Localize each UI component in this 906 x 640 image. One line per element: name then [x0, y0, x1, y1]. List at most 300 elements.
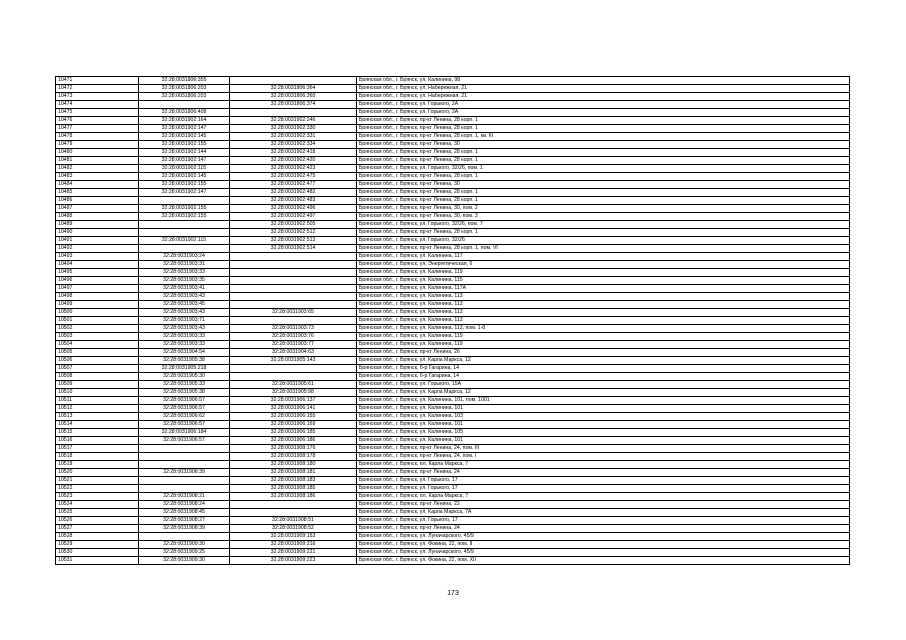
address-cell: Брянская обл., г. Брянск, ул. Горького, 32/26: [357, 237, 850, 245]
address-cell: Брянская обл., г. Брянск, ул. Фокина, 22, пом. XII: [357, 557, 850, 565]
address-cell: Брянская обл., г. Брянск, ул. Калинина, 119: [357, 341, 850, 349]
building-number-cell: 32:28:0031906:185: [230, 429, 357, 437]
table-row: [56, 229, 850, 237]
row-number-cell: 10492: [56, 245, 139, 253]
table-row: [56, 413, 850, 421]
building-number-cell: 32:28:0031904:63: [230, 349, 357, 357]
building-number-cell: 32:28:0031909:223: [230, 557, 357, 565]
parcel-number-cell: 32:28:0031909:25: [139, 549, 230, 557]
building-number-cell: 32:28:0031806:365: [230, 93, 357, 101]
address-cell: Брянская обл., г. Брянск, пр-кт Ленина, 30: [357, 181, 850, 189]
table-row: [56, 237, 850, 245]
building-number-cell: [230, 109, 357, 117]
parcel-number-cell: 32:28:0031903:35: [139, 277, 230, 285]
address-cell: Брянская обл., г. Брянск, ул. Калинина, 105: [357, 429, 850, 437]
parcel-number-cell: 32:28:0031908:39: [139, 525, 230, 533]
address-cell: Брянская обл., г. Брянск, ул. Калинина, 113: [357, 317, 850, 325]
building-number-cell: 32:28:0031909:221: [230, 549, 357, 557]
address-cell: Брянская обл., г. Брянск, ул. Набережная, 21: [357, 93, 850, 101]
table-row: [56, 509, 850, 517]
table-row: [56, 181, 850, 189]
address-cell: Брянская обл., г. Брянск, пр-кт Ленина, 28 корп. 1: [357, 189, 850, 197]
row-number-cell: 10494: [56, 261, 139, 269]
row-number-cell: 10503: [56, 333, 139, 341]
table-row: [56, 549, 850, 557]
row-number-cell: 10529: [56, 541, 139, 549]
building-number-cell: 32:28:0031908:178: [230, 453, 357, 461]
address-cell: Брянская обл., г. Брянск, пр-кт Ленина, 22: [357, 501, 850, 509]
table-row: [56, 293, 850, 301]
building-number-cell: 32:28:0031909:153: [230, 533, 357, 541]
building-number-cell: [230, 509, 357, 517]
parcel-number-cell: 32:28:0031902:115: [139, 237, 230, 245]
row-number-cell: 10483: [56, 173, 139, 181]
table-row: [56, 373, 850, 381]
row-number-cell: 10524: [56, 501, 139, 509]
page-number: 173: [447, 590, 459, 597]
parcel-number-cell: 32:28:0031902:115: [139, 165, 230, 173]
building-number-cell: 32:28:0031806:364: [230, 85, 357, 93]
parcel-number-cell: [139, 229, 230, 237]
parcel-number-cell: 32:28:0031903:33: [139, 269, 230, 277]
address-cell: Брянская обл., г. Брянск, пр-кт Ленина, 24: [357, 525, 850, 533]
table-row: [56, 261, 850, 269]
row-number-cell: 10487: [56, 205, 139, 213]
table-row: [56, 189, 850, 197]
parcel-number-cell: 32:28:0031902:145: [139, 173, 230, 181]
register-table-body: [56, 77, 850, 565]
table-row: [56, 429, 850, 437]
building-number-cell: 32:28:0031902:246: [230, 117, 357, 125]
address-cell: Брянская обл., г. Брянск, пр-кт Ленина, 28 корп. 1: [357, 173, 850, 181]
table-row: [56, 517, 850, 525]
register-table: [55, 76, 850, 565]
parcel-number-cell: 32:28:0031906:57: [139, 421, 230, 429]
address-cell: Брянская обл., г. Брянск, ул. Калинина, 113: [357, 309, 850, 317]
table-row: [56, 405, 850, 413]
parcel-number-cell: [139, 101, 230, 109]
building-number-cell: 32:28:0031902:483: [230, 197, 357, 205]
row-number-cell: 10504: [56, 341, 139, 349]
building-number-cell: [230, 373, 357, 381]
building-number-cell: 32:28:0031909:216: [230, 541, 357, 549]
address-cell: Брянская обл., г. Брянск, ул. Калинина, 98: [357, 77, 850, 85]
building-number-cell: 32:28:0031906:137: [230, 397, 357, 405]
building-number-cell: [230, 317, 357, 325]
table-row: [56, 173, 850, 181]
table-row: [56, 277, 850, 285]
address-cell: Брянская обл., г. Брянск, пл. Карла Маркса, 7: [357, 461, 850, 469]
row-number-cell: 10493: [56, 253, 139, 261]
table-row: [56, 325, 850, 333]
table-row: [56, 365, 850, 373]
address-cell: Брянская обл., г. Брянск, пр-кт Ленина, 30: [357, 141, 850, 149]
parcel-number-cell: 32:28:0031902:145: [139, 133, 230, 141]
table-row: [56, 285, 850, 293]
row-number-cell: 10501: [56, 317, 139, 325]
address-cell: Брянская обл., г. Брянск, ул. Калинина, 113, пом. 1-8: [357, 325, 850, 333]
row-number-cell: 10476: [56, 117, 139, 125]
address-cell: Брянская обл., г. Брянск, ул. Карла Маркса, 7А: [357, 509, 850, 517]
parcel-number-cell: 32:28:0031908:39: [139, 469, 230, 477]
address-cell: Брянская обл., г. Брянск, ул. Карла Маркса, 12: [357, 389, 850, 397]
table-row: [56, 357, 850, 365]
table-row: [56, 485, 850, 493]
address-cell: Брянская обл., г. Брянск, пр-кт Ленина, 24, пом. III: [357, 445, 850, 453]
building-number-cell: 32:28:0031902:497: [230, 213, 357, 221]
parcel-number-cell: 32:28:0031909:30: [139, 541, 230, 549]
building-number-cell: 32:28:0031908:181: [230, 469, 357, 477]
building-number-cell: 32:28:0031903:65: [230, 309, 357, 317]
table-row: [56, 421, 850, 429]
table-row: [56, 501, 850, 509]
row-number-cell: 10528: [56, 533, 139, 541]
row-number-cell: 10531: [56, 557, 139, 565]
table-row: [56, 197, 850, 205]
address-cell: Брянская обл., г. Брянск, пр-кт Ленина, 30, пом. 2: [357, 205, 850, 213]
address-cell: Брянская обл., г. Брянск, ул. Карла Маркса, 12: [357, 357, 850, 365]
address-cell: Брянская обл., г. Брянск, ул. Калинина, 101: [357, 421, 850, 429]
row-number-cell: 10491: [56, 237, 139, 245]
parcel-number-cell: 32:28:0031902:155: [139, 213, 230, 221]
row-number-cell: 10486: [56, 197, 139, 205]
building-number-cell: [230, 261, 357, 269]
parcel-number-cell: 32:28:0031902:155: [139, 141, 230, 149]
row-number-cell: 10525: [56, 509, 139, 517]
parcel-number-cell: [139, 445, 230, 453]
address-cell: Брянская обл., г. Брянск, ул. Горького, 2А: [357, 109, 850, 117]
row-number-cell: 10478: [56, 133, 139, 141]
parcel-number-cell: 32:28:0031903:43: [139, 309, 230, 317]
address-cell: Брянская обл., г. Брянск, ул. Калинина, 119: [357, 269, 850, 277]
row-number-cell: 10498: [56, 293, 139, 301]
building-number-cell: 32:28:0031902:477: [230, 181, 357, 189]
building-number-cell: 32:28:0031908:51: [230, 517, 357, 525]
parcel-number-cell: 32:28:0031903:31: [139, 261, 230, 269]
building-number-cell: 32:28:0031908:185: [230, 485, 357, 493]
table-row: [56, 461, 850, 469]
row-number-cell: 10481: [56, 157, 139, 165]
row-number-cell: 10479: [56, 141, 139, 149]
parcel-number-cell: 32:28:0031806:355: [139, 77, 230, 85]
table-row: [56, 381, 850, 389]
building-number-cell: 32:28:0031906:169: [230, 421, 357, 429]
table-row: [56, 445, 850, 453]
building-number-cell: 32:28:0031903:73: [230, 325, 357, 333]
parcel-number-cell: 32:28:0031903:45: [139, 301, 230, 309]
building-number-cell: 32:28:0031902:330: [230, 125, 357, 133]
table-row: [56, 93, 850, 101]
building-number-cell: 32:28:0031906:141: [230, 405, 357, 413]
parcel-number-cell: 32:28:0031906:57: [139, 405, 230, 413]
table-row: [56, 149, 850, 157]
table-row: [56, 525, 850, 533]
table-row: [56, 469, 850, 477]
address-cell: Брянская обл., г. Брянск, ул. Горького, 2А: [357, 101, 850, 109]
parcel-number-cell: 32:28:0031904:54: [139, 349, 230, 357]
table-row: [56, 109, 850, 117]
row-number-cell: 10521: [56, 477, 139, 485]
address-cell: Брянская обл., г. Брянск, пр-кт Ленина, 26: [357, 349, 850, 357]
address-cell: Брянская обл., г. Брянск, пл. Карла Маркса, 7: [357, 493, 850, 501]
table-row: [56, 453, 850, 461]
row-number-cell: 10482: [56, 165, 139, 173]
table-row: [56, 333, 850, 341]
table-row: [56, 437, 850, 445]
parcel-number-cell: 32:28:0031903:33: [139, 341, 230, 349]
table-row: [56, 117, 850, 125]
address-cell: Брянская обл., г. Брянск, ул. Калинина, 117А: [357, 285, 850, 293]
building-number-cell: [230, 269, 357, 277]
table-row: [56, 165, 850, 173]
building-number-cell: [230, 285, 357, 293]
row-number-cell: 10530: [56, 549, 139, 557]
building-number-cell: 32:28:0031902:514: [230, 245, 357, 253]
row-number-cell: 10512: [56, 405, 139, 413]
row-number-cell: 10480: [56, 149, 139, 157]
building-number-cell: 32:28:0031902:482: [230, 189, 357, 197]
parcel-number-cell: 32:28:0031902:147: [139, 125, 230, 133]
address-cell: Брянская обл., г. Брянск, пр-кт Ленина, 24, пом. I: [357, 453, 850, 461]
row-number-cell: 10484: [56, 181, 139, 189]
row-number-cell: 10523: [56, 493, 139, 501]
parcel-number-cell: 32:28:0031903:43: [139, 325, 230, 333]
row-number-cell: 10518: [56, 453, 139, 461]
row-number-cell: 10526: [56, 517, 139, 525]
row-number-cell: 10509: [56, 381, 139, 389]
row-number-cell: 10475: [56, 109, 139, 117]
address-cell: Брянская обл., г. Брянск, пр-кт Ленина, 28 корп. 1: [357, 157, 850, 165]
address-cell: Брянская обл., г. Брянск, ул. Калинина, 101, пом. 1001: [357, 397, 850, 405]
address-cell: Брянская обл., г. Брянск, ул. Энергетическая, 6: [357, 261, 850, 269]
table-row: [56, 309, 850, 317]
parcel-number-cell: [139, 245, 230, 253]
parcel-number-cell: [139, 533, 230, 541]
parcel-number-cell: 32:28:0031905:33: [139, 381, 230, 389]
row-number-cell: 10499: [56, 301, 139, 309]
parcel-number-cell: 32:28:0031905:218: [139, 365, 230, 373]
address-cell: Брянская обл., г. Брянск, ул. Горького, 17: [357, 477, 850, 485]
building-number-cell: 32:28:0031908:183: [230, 477, 357, 485]
address-cell: Брянская обл., г. Брянск, ул. Калинина, 117: [357, 253, 850, 261]
parcel-number-cell: 32:28:0031906:57: [139, 437, 230, 445]
address-cell: Брянская обл., г. Брянск, ул. Калинина, 119: [357, 333, 850, 341]
address-cell: Брянская обл., г. Брянск, ул. Калинина, 113: [357, 293, 850, 301]
parcel-number-cell: 32:28:0031903:33: [139, 333, 230, 341]
building-number-cell: 32:28:0031908:186: [230, 493, 357, 501]
table-row: [56, 301, 850, 309]
table-row: [56, 77, 850, 85]
building-number-cell: 32:28:0031908:180: [230, 461, 357, 469]
building-number-cell: [230, 501, 357, 509]
building-number-cell: 32:28:0031902:423: [230, 165, 357, 173]
parcel-number-cell: 32:28:0031902:147: [139, 157, 230, 165]
building-number-cell: 32:28:0031902:475: [230, 173, 357, 181]
address-cell: Брянская обл., г. Брянск, ул. Калинина, 101: [357, 437, 850, 445]
row-number-cell: 10502: [56, 325, 139, 333]
address-cell: Брянская обл., г. Брянск, ул. Набережная, 21: [357, 85, 850, 93]
address-cell: Брянская обл., г. Брянск, ул. Калинина, 115: [357, 277, 850, 285]
row-number-cell: 10477: [56, 125, 139, 133]
building-number-cell: 32:28:0031906:155: [230, 413, 357, 421]
row-number-cell: 10472: [56, 85, 139, 93]
row-number-cell: 10511: [56, 397, 139, 405]
table-row: [56, 101, 850, 109]
table-row: [56, 133, 850, 141]
row-number-cell: 10485: [56, 189, 139, 197]
table-row: [56, 205, 850, 213]
table-row: [56, 389, 850, 397]
parcel-number-cell: [139, 453, 230, 461]
table-row: [56, 477, 850, 485]
building-number-cell: [230, 301, 357, 309]
parcel-number-cell: 32:28:0031903:43: [139, 293, 230, 301]
address-cell: Брянская обл., г. Брянск, ул. Горького, 17: [357, 485, 850, 493]
building-number-cell: 32:28:0031903:76: [230, 333, 357, 341]
address-cell: Брянская обл., г. Брянск, пр-кт Ленина, 28 корп. 1: [357, 125, 850, 133]
parcel-number-cell: 32:28:0031903:71: [139, 317, 230, 325]
table-row: [56, 245, 850, 253]
address-cell: Брянская обл., г. Брянск, ул. Горького, 32/26, пом. 7: [357, 221, 850, 229]
table-row: [56, 397, 850, 405]
address-cell: Брянская обл., г. Брянск, ул. Луначарского, 45/9: [357, 533, 850, 541]
address-cell: Брянская обл., г. Брянск, пр-кт Ленина, 30, пом. 3: [357, 213, 850, 221]
row-number-cell: 10506: [56, 357, 139, 365]
building-number-cell: 32:28:0031902:418: [230, 149, 357, 157]
parcel-number-cell: 32:28:0031905:38: [139, 389, 230, 397]
table-row: [56, 85, 850, 93]
row-number-cell: 10495: [56, 269, 139, 277]
parcel-number-cell: 32:28:0031902:155: [139, 205, 230, 213]
table-row: [56, 341, 850, 349]
building-number-cell: 32:28:0031902:334: [230, 141, 357, 149]
parcel-number-cell: 32:28:0031902:155: [139, 181, 230, 189]
row-number-cell: 10513: [56, 413, 139, 421]
parcel-number-cell: 32:28:0031906:184: [139, 429, 230, 437]
row-number-cell: 10516: [56, 437, 139, 445]
row-number-cell: 10515: [56, 429, 139, 437]
row-number-cell: 10510: [56, 389, 139, 397]
building-number-cell: 32:28:0031908:176: [230, 445, 357, 453]
row-number-cell: 10497: [56, 285, 139, 293]
parcel-number-cell: [139, 477, 230, 485]
building-number-cell: 32:28:0031902:512: [230, 229, 357, 237]
address-cell: Брянская обл., г. Брянск, ул. Калинина, 101: [357, 405, 850, 413]
parcel-number-cell: [139, 485, 230, 493]
row-number-cell: 10471: [56, 77, 139, 85]
row-number-cell: 10488: [56, 213, 139, 221]
address-cell: Брянская обл., г. Брянск, ул. Фокина, 22, пом. II: [357, 541, 850, 549]
building-number-cell: 32:28:0031908:52: [230, 525, 357, 533]
address-cell: Брянская обл., г. Брянск, ул. Луначарского, 45/9: [357, 549, 850, 557]
parcel-number-cell: 32:28:0031903:24: [139, 253, 230, 261]
register-sheet: [55, 76, 850, 565]
address-cell: Брянская обл., г. Брянск, ул. Калинина, 113: [357, 301, 850, 309]
building-number-cell: 32:28:0031905:98: [230, 389, 357, 397]
address-cell: Брянская обл., г. Брянск, пр-кт Ленина, 28 корп. 1: [357, 149, 850, 157]
building-number-cell: 32:28:0031806:374: [230, 101, 357, 109]
row-number-cell: 10496: [56, 277, 139, 285]
row-number-cell: 10519: [56, 461, 139, 469]
building-number-cell: [230, 365, 357, 373]
building-number-cell: [230, 277, 357, 285]
address-cell: Брянская обл., г. Брянск, пр-кт Ленина, 28 корп. 1: [357, 229, 850, 237]
parcel-number-cell: 32:28:0031908:21: [139, 493, 230, 501]
address-cell: Брянская обл., г. Брянск, пр-кт Ленина, 28 корп. 1, пом. VI: [357, 245, 850, 253]
table-row: [56, 157, 850, 165]
parcel-number-cell: 32:28:0031806:408: [139, 109, 230, 117]
parcel-number-cell: 32:28:0031905:30: [139, 373, 230, 381]
parcel-number-cell: 32:28:0031906:57: [139, 397, 230, 405]
row-number-cell: 10508: [56, 373, 139, 381]
building-number-cell: 32:28:0031905:61: [230, 381, 357, 389]
row-number-cell: 10490: [56, 229, 139, 237]
table-row: [56, 557, 850, 565]
building-number-cell: [230, 293, 357, 301]
parcel-number-cell: 32:28:0031905:38: [139, 357, 230, 365]
parcel-number-cell: 32:28:0031909:30: [139, 557, 230, 565]
address-cell: Брянская обл., г. Брянск, пр-кт Ленина, 28 корп. 1, кв. III: [357, 133, 850, 141]
address-cell: Брянская обл., г. Брянск, ул. Горького, 32/26, пом. 1: [357, 165, 850, 173]
parcel-number-cell: [139, 221, 230, 229]
address-cell: Брянская обл., г. Брянск, ул. Горького, 15А: [357, 381, 850, 389]
address-cell: Брянская обл., г. Брянск, ул. Горького, 17: [357, 517, 850, 525]
table-row: [56, 317, 850, 325]
parcel-number-cell: 32:28:0031903:41: [139, 285, 230, 293]
building-number-cell: 32:28:0031902:496: [230, 205, 357, 213]
row-number-cell: 10505: [56, 349, 139, 357]
building-number-cell: 32:28:0031905:143: [230, 357, 357, 365]
address-cell: Брянская обл., г. Брянск, ул. Калинина, 103: [357, 413, 850, 421]
row-number-cell: 10527: [56, 525, 139, 533]
parcel-number-cell: [139, 461, 230, 469]
parcel-number-cell: 32:28:0031902:164: [139, 117, 230, 125]
parcel-number-cell: 32:28:0031806:203: [139, 93, 230, 101]
parcel-number-cell: 32:28:0031906:62: [139, 413, 230, 421]
row-number-cell: 10514: [56, 421, 139, 429]
row-number-cell: 10522: [56, 485, 139, 493]
table-row: [56, 349, 850, 357]
address-cell: Брянская обл., г. Брянск, б-р Гагарина, 14: [357, 365, 850, 373]
table-row: [56, 493, 850, 501]
row-number-cell: 10474: [56, 101, 139, 109]
building-number-cell: 32:28:0031903:77: [230, 341, 357, 349]
row-number-cell: 10473: [56, 93, 139, 101]
row-number-cell: 10489: [56, 221, 139, 229]
table-row: [56, 141, 850, 149]
row-number-cell: 10517: [56, 445, 139, 453]
address-cell: Брянская обл., г. Брянск, б-р Гагарина, 14: [357, 373, 850, 381]
parcel-number-cell: 32:28:0031902:147: [139, 189, 230, 197]
table-row: [56, 213, 850, 221]
parcel-number-cell: 32:28:0031908:45: [139, 509, 230, 517]
parcel-number-cell: 32:28:0031908:24: [139, 501, 230, 509]
row-number-cell: 10500: [56, 309, 139, 317]
building-number-cell: [230, 77, 357, 85]
table-row: [56, 533, 850, 541]
parcel-number-cell: 32:28:0031806:203: [139, 85, 230, 93]
building-number-cell: 32:28:0031902:513: [230, 237, 357, 245]
building-number-cell: [230, 253, 357, 261]
building-number-cell: 32:28:0031902:505: [230, 221, 357, 229]
building-number-cell: 32:28:0031902:331: [230, 133, 357, 141]
building-number-cell: 32:28:0031902:420: [230, 157, 357, 165]
row-number-cell: 10520: [56, 469, 139, 477]
table-row: [56, 253, 850, 261]
parcel-number-cell: 32:28:0031902:144: [139, 149, 230, 157]
address-cell: Брянская обл., г. Брянск, пр-кт Ленина, 28 корп. 1: [357, 117, 850, 125]
parcel-number-cell: [139, 197, 230, 205]
